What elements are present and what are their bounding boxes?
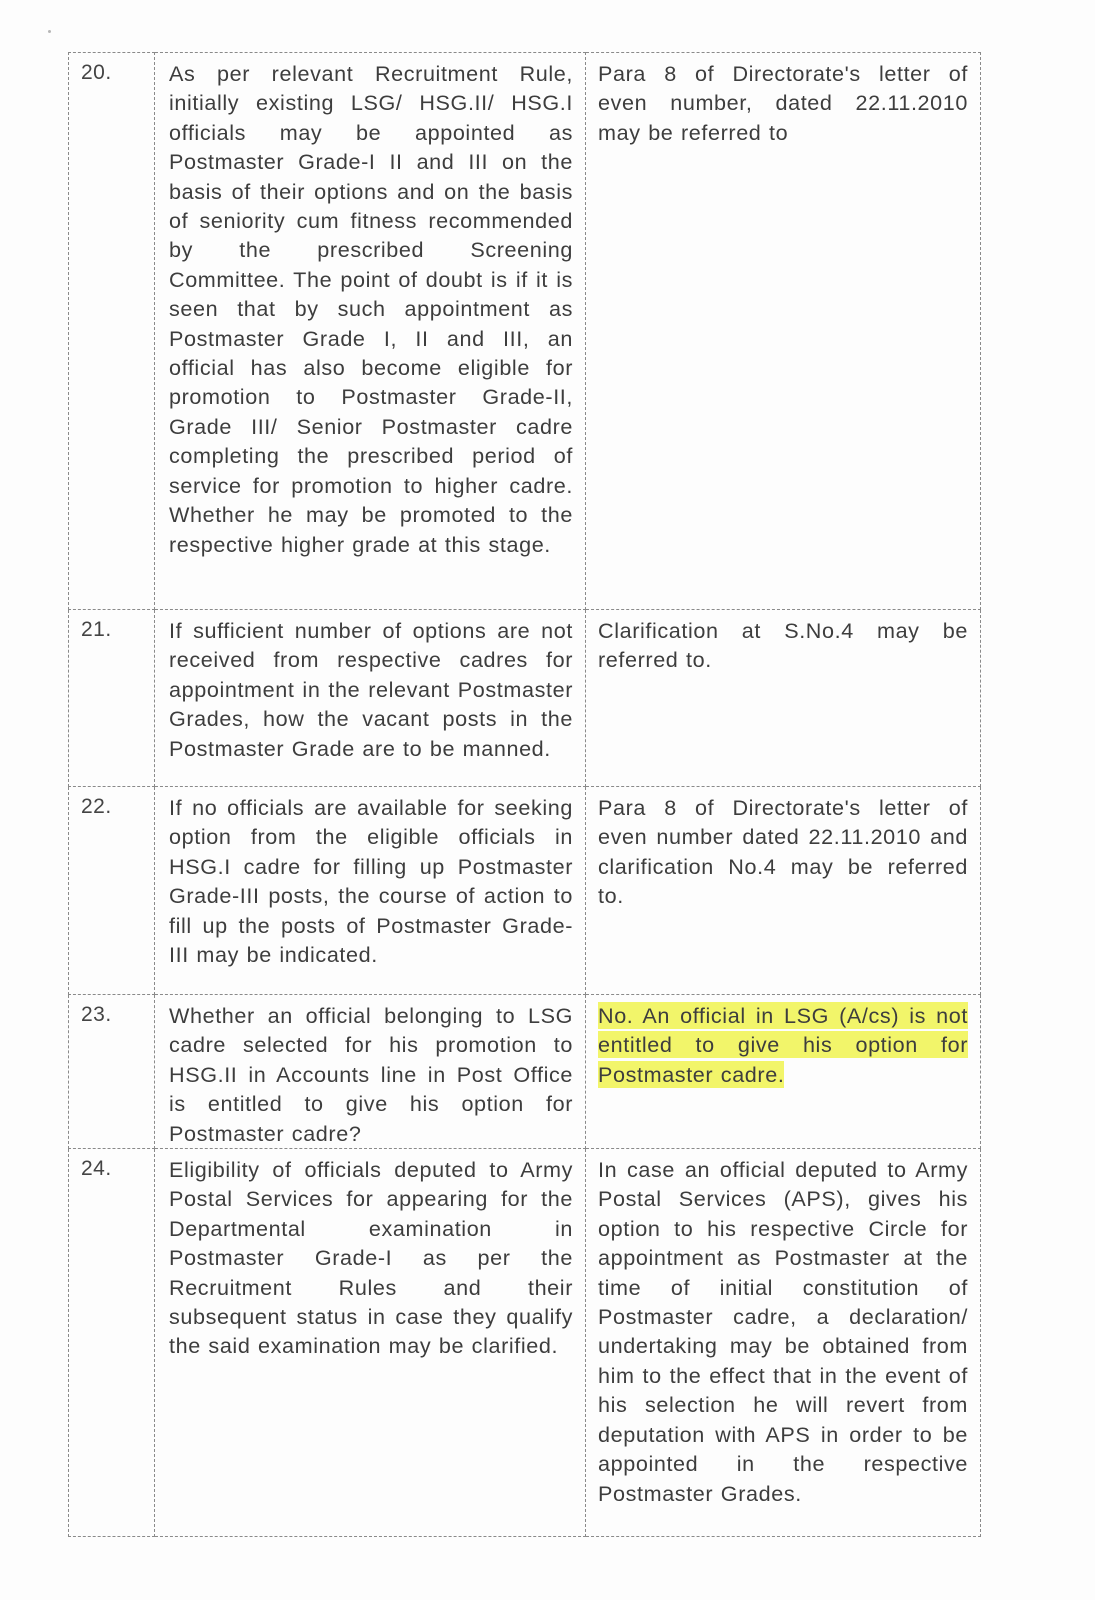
- table-row: [69, 995, 981, 1149]
- serial-number: 21.: [69, 610, 155, 787]
- query-text: Eligibility of officials deputed to Army Postal Services for appearing for the Departmental examination in Postmaster Grade-I as per the Recruitment Rules and their subsequent status in case they qualify the said examination may be clarified.: [169, 1157, 573, 1359]
- query-text: If sufficient number of options are not received from respective cadres for appointment in the relevant Postmaster Grades, how the vacant posts in the Postmaster Grade are to be manned.: [169, 618, 573, 761]
- table-row: [69, 787, 981, 995]
- page-speck: [48, 30, 51, 33]
- clarification-text: Para 8 of Directorate's letter of even number dated 22.11.2010 and clarification No.4 may be referred to.: [598, 795, 968, 909]
- serial-number: 22.: [69, 787, 155, 995]
- query-text: Whether an official belonging to LSG cadre selected for his promotion to HSG.II in Accounts line in Post Office is entitled to give his option for Postmaster cadre?: [169, 1003, 573, 1146]
- clarification-text: Clarification at S.No.4 may be referred to.: [598, 618, 968, 673]
- serial-number: 20.: [69, 53, 155, 610]
- query-text: If no officials are available for seeking option from the eligible officials in HSG.I cadre for filling up Postmaster Grade-III posts, the course of action to fill up the posts of Postmaster Grade-III may be indicated.: [169, 795, 573, 968]
- table-row: [69, 610, 981, 787]
- clarification-table: [68, 52, 981, 1537]
- table-row: [69, 53, 981, 610]
- serial-number: 24.: [69, 1149, 155, 1537]
- clarification-text: Para 8 of Directorate's letter of even number, dated 22.11.2010 may be referred to: [598, 61, 968, 145]
- table-row: [69, 1149, 981, 1537]
- query-text: As per relevant Recruitment Rule, initially existing LSG/ HSG.II/ HSG.I officials may be appointed as Postmaster Grade-I II and III on the basis of their options and on the basis of seniority cum fitness recommended by the prescribed Screening Committee. The point of doubt is if it is seen that by such appointment as Postmaster Grade I, II and III, an official has also become eligible for promotion to Postmaster Grade-II, Grade III/ Senior Postmaster cadre completing the prescribed period of service for promotion to higher cadre. Whether he may be promoted to the respective higher grade at this stage.: [169, 61, 573, 557]
- clarification-text: In case an official deputed to Army Postal Services (APS), gives his option to his respective Circle for appointment as Postmaster at the time of initial constitution of Postmaster cadre, a declaration/ undertaking may be obtained from him to the effect that in the event of his selection he will revert from deputation with APS in order to be appointed in the respective Postmaster Grades.: [598, 1157, 968, 1506]
- serial-number: 23.: [69, 995, 155, 1149]
- highlighted-clarification-text: No. An official in LSG (A/cs) is not entitled to give his option for Postmaster cadre.: [598, 1003, 968, 1087]
